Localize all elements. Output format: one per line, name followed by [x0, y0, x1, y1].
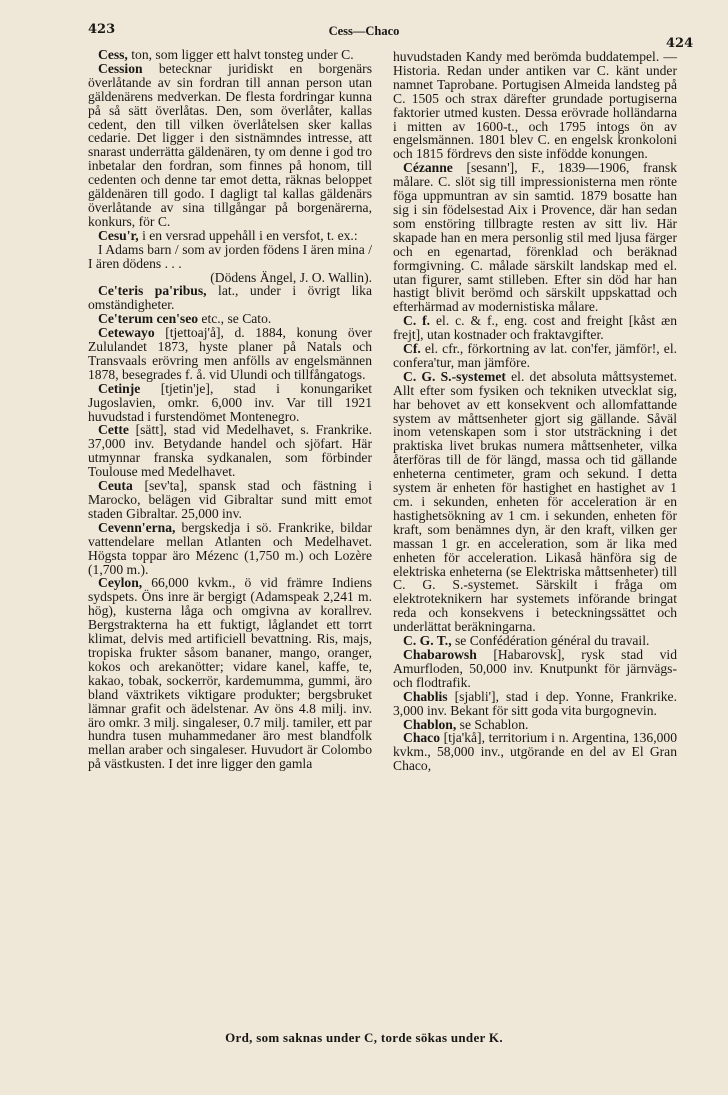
- dictionary-entry: [88, 229, 372, 243]
- dictionary-entry: [393, 370, 677, 634]
- entry-text: [sjabli'], stad i dep. Yonne, Frankrike. 3,000 inv. Bekant för sitt goda vita burgognevin.: [393, 688, 677, 718]
- entry-headword: Cess,: [98, 47, 128, 62]
- dictionary-entry: [88, 479, 372, 521]
- entry-text: [sev'ta], spansk stad och fästning i Marocko, belägen vid Gibraltar sund mitt emot staden Gibraltar. 25,000 inv.: [88, 478, 372, 521]
- dictionary-entry: [393, 634, 677, 648]
- entry-text: ton, som ligger ett halvt tonsteg under C.: [127, 47, 354, 62]
- entry-text: el. cfr., förkortning av lat. con'fer, jämför!, el. confera'tur, man jämföre.: [393, 341, 677, 370]
- dictionary-entry: [88, 243, 372, 285]
- entry-headword: Ce'teris pa'ribus,: [98, 283, 207, 299]
- dictionary-entry: [393, 50, 677, 161]
- entry-headword: C. G. S.-systemet: [403, 368, 506, 384]
- dictionary-entry: [88, 521, 372, 577]
- dictionary-entry: [393, 314, 677, 342]
- dictionary-entry: [88, 312, 372, 326]
- quote-source: (Dödens Ängel, J. O. Wallin).: [210, 269, 372, 285]
- entry-text: [sesann'], F., 1839—1906, fransk målare. C. slöt sig till impressionisterna men rönte föga uppmuntran av sin samtid. 1879 bosatte han sig i sin födelsestad Aix i Provence, där han sedan som enstöring tillbragte resten av sitt liv. Här skapade han en mera personlig stil med ljusa färger och en egenartad, förenklad och beräknad formgivning. C. målade särskilt landskap med el. utan figurer, samt stilleben. Efter sin död har han hastigt blivit berömd och särskilt uppskattad och efterhärmad av modernistiska målare.: [393, 160, 677, 315]
- entry-text: [sätt], stad vid Medelhavet, s. Frankrike. 37,000 inv. Betydande handel och sjöfart. Här utmynnar franska sydkanalen, som förbinder Toulouse med Medelhavet.: [88, 422, 372, 480]
- right-column: [393, 50, 677, 773]
- entry-text: el. det absoluta måttsystemet. Allt efter som fysiken och tekniken utvecklat sig, har behovet av ett konsekvent och allomfattande system av måttsenheter gjort sig gällande. Såväl inom vetenskapen som i stor utsträckning i det praktiska livet brukas numera måttsenheter, vilka återföras till de för längd, massa och tid gällande enheterna centimeter, gram och sekund. I detta system är enheten för hastighet en hastighet av 1 cm. i sekunden, enheten för acceleration är en hastighetsökning av 1 cm. i sekunden, enheten för kraft, som benämnes dyn, är den kraft, vilken ger massan 1 gr. en acceleration, som är lika med enheten för acceleration. Likaså hänföra sig de elektriska enheterna (se Elektriska måttsenheter) till C. G. S.-systemet. Särskilt i fråga om elektroteknikern har systemets införande bringat reda och konsekvens i beteckningssättet och underlättat beräkningarna.: [393, 368, 678, 635]
- dictionary-entry: [393, 342, 677, 370]
- entry-text: huvudstaden Kandy med berömda buddatempel. — Historia. Redan under antiken var C. känt under namnet Taprobane. Portugisen Almeida landsteg på C. 1505 och strax därefter grundade portugiserna faktorier utmed kusten. Dessa erövrade holländarna i mitten av 1600-t., och 1795 intogs ön av engelsmännen. 1801 blev C. en engelsk kronkoloni och 1815 fördrevs den siste infödde konungen.: [393, 49, 677, 162]
- dictionary-entry: [88, 382, 372, 424]
- dictionary-entry: [88, 284, 372, 312]
- entry-text: 66,000 kvkm., ö vid främre Indiens sydspets. Öns inre är bergigt (Adamspeak 2,241 m. hög), kusterna låga och omgivna av korallrev. Bergstrakterna ha ett fuktigt, låglandet ett torrt klimat, delvis med artificiell bevattning. Ris, majs, tropiska frukter såsom bananer, mango, oranger, kokos och arekanötter; vidare kanel, kaffe, te, kakao, tobak, sockerrör, kardemumma, gummi, äro bland växtrikets viktigare produkter; bergsbruket lämnar grafit och ädelstenar. Av öns 4.8 milj. inv. äro omkr. 3 milj. singaleser, 0.7 milj. tamiler, ett par hundra tusen muhammedaner äro mest blandfolk mellan araber och singaleser. Huvudort är Colombo på västkusten. I det inre ligger den gamla: [88, 575, 372, 772]
- page-number-left: 423: [88, 22, 116, 37]
- entry-text: lat., under i övrigt lika omständigheter.: [88, 283, 372, 313]
- entry-text: betecknar juridiskt en borgenärs överlåtande av sin fordran till annan person utan gäldenärens medverkan. De flesta fordringar kunna på så sätt överlåtas. Den, som överlåter, kallas cedent, den till vilken överlåtelsen sker kallas cedarie. Det ligger i den sistnämndes intresse, att snarast underrätta gäldenären, ty om denne i god tro inbetalar den fordran, som finnes på honom, till cedenten och denne tar emot detta, räknas beloppet gäldenären till godo. I dagligt tal kallas gäldenärs överlåtande av sina tillgångar på borgenärerna, konkurs, för C.: [88, 60, 372, 229]
- entry-headword: Ceylon,: [98, 575, 143, 591]
- entry-headword: Cevenn'erna,: [98, 519, 176, 535]
- entry-headword: Cetewayo: [98, 325, 155, 341]
- entry-text: etc., se Cato.: [198, 311, 272, 327]
- entry-text: se Schablon.: [456, 716, 529, 732]
- entry-text: i en versrad uppehåll i en versfot, t. ex.:: [138, 227, 358, 243]
- dictionary-entry: [88, 423, 372, 479]
- dictionary-entry: [393, 731, 677, 773]
- dictionary-entry: [88, 48, 372, 62]
- dictionary-entry: [393, 161, 677, 314]
- entry-text: bergskedja i sö. Frankrike, bildar vattendelare mellan Atlanten och Medelhavet. Högsta toppar äro Mézenc (1,750 m.) och Lozère (1,700 m.).: [88, 519, 372, 577]
- page-number-right: 424: [666, 36, 694, 51]
- running-head: Cess—Chaco: [328, 24, 400, 38]
- entry-headword: Cetinje: [98, 380, 141, 396]
- entry-headword: Cette: [98, 422, 129, 438]
- entry-headword: Cesu'r,: [98, 227, 139, 243]
- entry-text: el. c. & f., eng. cost and freight [kåst æn frejt], utan kostnader och fraktavgifter.: [393, 313, 677, 343]
- dictionary-entry: [393, 718, 677, 732]
- entry-text: [Habarovsk], rysk stad vid Amurfloden, 50,000 inv. Knutpunkt för järnvägs- och flodtrafik.: [393, 646, 677, 690]
- entry-headword: Cézanne: [403, 160, 453, 176]
- entry-headword: Chablon,: [403, 716, 457, 732]
- entry-headword: Cf.: [403, 341, 421, 357]
- entry-headword: Cession: [98, 60, 143, 76]
- dictionary-entry: [88, 576, 372, 771]
- entry-headword: C. G. T.,: [403, 633, 452, 649]
- entry-headword: C. f.: [403, 313, 431, 329]
- dictionary-entry: [393, 690, 677, 718]
- dictionary-entry: [393, 648, 677, 690]
- entry-text: [tjettoaj'å], d. 1884, konung över Zululandet 1873, hyste planer på Natals och Transvaals erövring men anfölls av engelsmännen 1878, besegrades f. å. vid Ulundi och tillfångatogs.: [88, 325, 372, 382]
- dictionary-entry: [88, 326, 372, 382]
- entry-text: I Adams barn / som av jorden födens I ären mina / I ären dödens . . .: [88, 241, 372, 271]
- entry-text: [tjetin'je], stad i konungariket Jugoslavien, omkr. 6,000 inv. Var till 1921 huvudstad i furstendömet Montenegro.: [88, 380, 372, 424]
- dictionary-entry: [88, 62, 372, 229]
- entry-text: se Confédération général du travail.: [451, 633, 650, 649]
- left-column: [88, 48, 372, 771]
- footer-note: Ord, som saknas under C, torde sökas under K.: [225, 1030, 503, 1045]
- entry-headword: Ceuta: [98, 478, 133, 494]
- entry-headword: Chablis: [403, 688, 448, 704]
- entry-text: [tja'kå], territorium i n. Argentina, 136,000 kvkm., 58,000 inv., utgörande en del av El Gran Chaco,: [393, 730, 677, 774]
- entry-headword: Ce'terum cen'seo: [98, 311, 199, 327]
- entry-headword: Chabarowsh: [403, 646, 477, 662]
- entry-headword: Chaco: [403, 730, 441, 746]
